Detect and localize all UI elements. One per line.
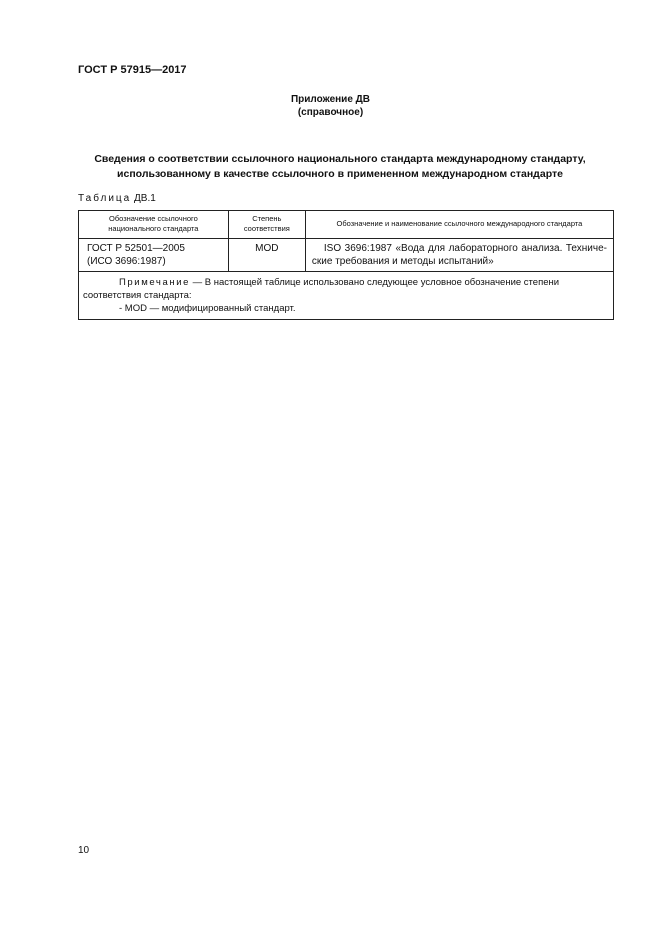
national-standard-id: ГОСТ Р 52501—2005 [87,243,185,254]
cell-national-standard [79,239,229,272]
section-title-line-1: Сведения о соответствии ссылочного национального стандарта международному стандарту, [94,153,586,165]
table-caption [78,193,156,204]
document-header: ГОСТ Р 57915—2017 [78,64,187,76]
section-title-line-2: использованному в качестве ссылочного в примененном международном стандарте [117,168,563,180]
header-international-standard: Обозначение и наименование ссылочного международного стандарта [305,211,613,239]
cell-international-standard [305,239,613,272]
section-title [60,152,620,182]
page-number: 10 [78,845,90,856]
annex-subtitle: (справочное) [297,107,364,118]
note-item: - MOD — модифицированный стандарт. [119,303,296,314]
cell-note [79,272,614,320]
header-degree: Степень соответствия [228,211,305,239]
national-standard-equivalent: (ИСО 3696:1987) [87,256,166,267]
international-standard-text: ISO 3696:1987 «Вода для лабораторного анализа. Техниче-ские требования и методы испытаний» [311,243,607,267]
table-header-row [79,211,614,239]
table-caption-number: ДВ.1 [134,193,156,204]
correspondence-table [78,210,614,320]
cell-degree [228,239,305,272]
note-text: — В настоящей таблице использовано следующее условное обозначение степени соответствия стандарта: [83,277,560,301]
table-caption-label: Таблица [78,193,132,204]
note-paragraph [83,276,607,302]
header-national-standard: Обозначение ссылочного национального стандарта [79,211,229,239]
degree-value: MOD [255,243,279,254]
annex-title: Приложение ДВ [290,94,371,105]
note-label: Примечание [119,277,190,288]
table-note-row [79,272,614,320]
table-row [79,239,614,272]
